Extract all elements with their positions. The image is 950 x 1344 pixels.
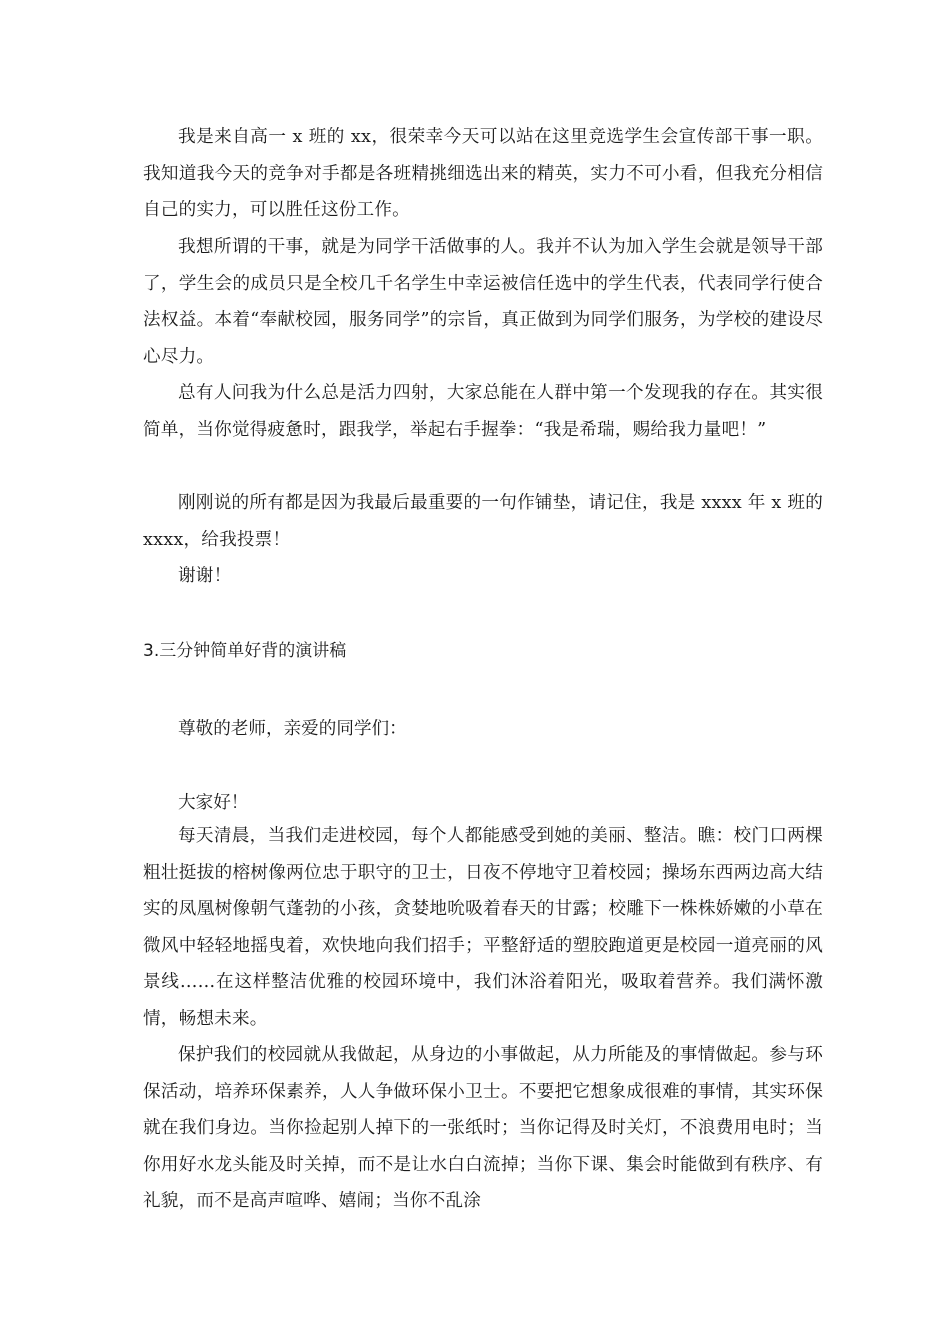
paragraph-campus: 每天清晨，当我们走进校园，每个人都能感受到她的美丽、整洁。瞧：校门口两棵粗壮挺拔的榕树像两位忠于职守的卫士，日夜不停地守卫着校园；操场东西两边高大结实的凤凰树像朝气蓬勃的小孩，贪婪地吮吸着春天的甘露；校雕下一株株娇嫩的小草在微风中轻轻地摇曳着，欢快地向我们招手；平整舒适的塑胶跑道更是校园一道亮丽的风景线……在这样整洁优雅的校园环境中，我们沐浴着阳光，吸取着营养。我们满怀激情，畅想未来。 (143, 826, 823, 1029)
paragraph-vote: 刚刚说的所有都是因为我最后最重要的一句作铺垫，请记住，我是 xxxx 年 x 班的 xxxx，给我投票！ (143, 493, 823, 550)
paragraph-protect: 保护我们的校园就从我做起，从身边的小事做起，从力所能及的事情做起。参与环保活动，培养环保素养，人人争做环保小卫士。不要把它想象成很难的事情，其实环保就在我们身边。当你捡起别人掉下的一张纸时；当你记得及时关灯，不浪费用电时；当你用好水龙头能及时关掉，而不是让水白白流掉；当你下课、集会时能做到有秩序、有礼貌，而不是高声喧哗、嬉闹；当你不乱涂 (143, 1045, 823, 1211)
paragraph-intro: 我是来自高一 x 班的 xx，很荣幸今天可以站在这里竞选学生会宣传部干事一职。我知道我今天的竞争对手都是各班精挑细选出来的精英，实力不可小看，但我充分相信自己的实力，可以胜任这份工作。 (143, 127, 823, 220)
greeting: 大家好！ (178, 793, 249, 813)
paragraph-role: 我想所谓的干事，就是为同学干活做事的人。我并不认为加入学生会就是领导干部了，学生会的成员只是全校几千名学生中幸运被信任选中的学生代表，代表同学行使合法权益。本着“奉献校园，服务同学”的宗旨，真正做到为同学们服务，为学校的建设尽心尽力。 (143, 237, 823, 367)
salutation: 尊敬的老师，亲爱的同学们： (178, 719, 407, 739)
paragraph-thanks: 谢谢！ (178, 566, 232, 586)
section-heading: 3.三分钟简单好背的演讲稿 (143, 641, 347, 661)
paragraph-energy: 总有人问我为什么总是活力四射，大家总能在人群中第一个发现我的存在。其实很简单，当你觉得疲惫时，跟我学，举起右手握拳：“我是希瑞，赐给我力量吧！” (143, 383, 823, 440)
